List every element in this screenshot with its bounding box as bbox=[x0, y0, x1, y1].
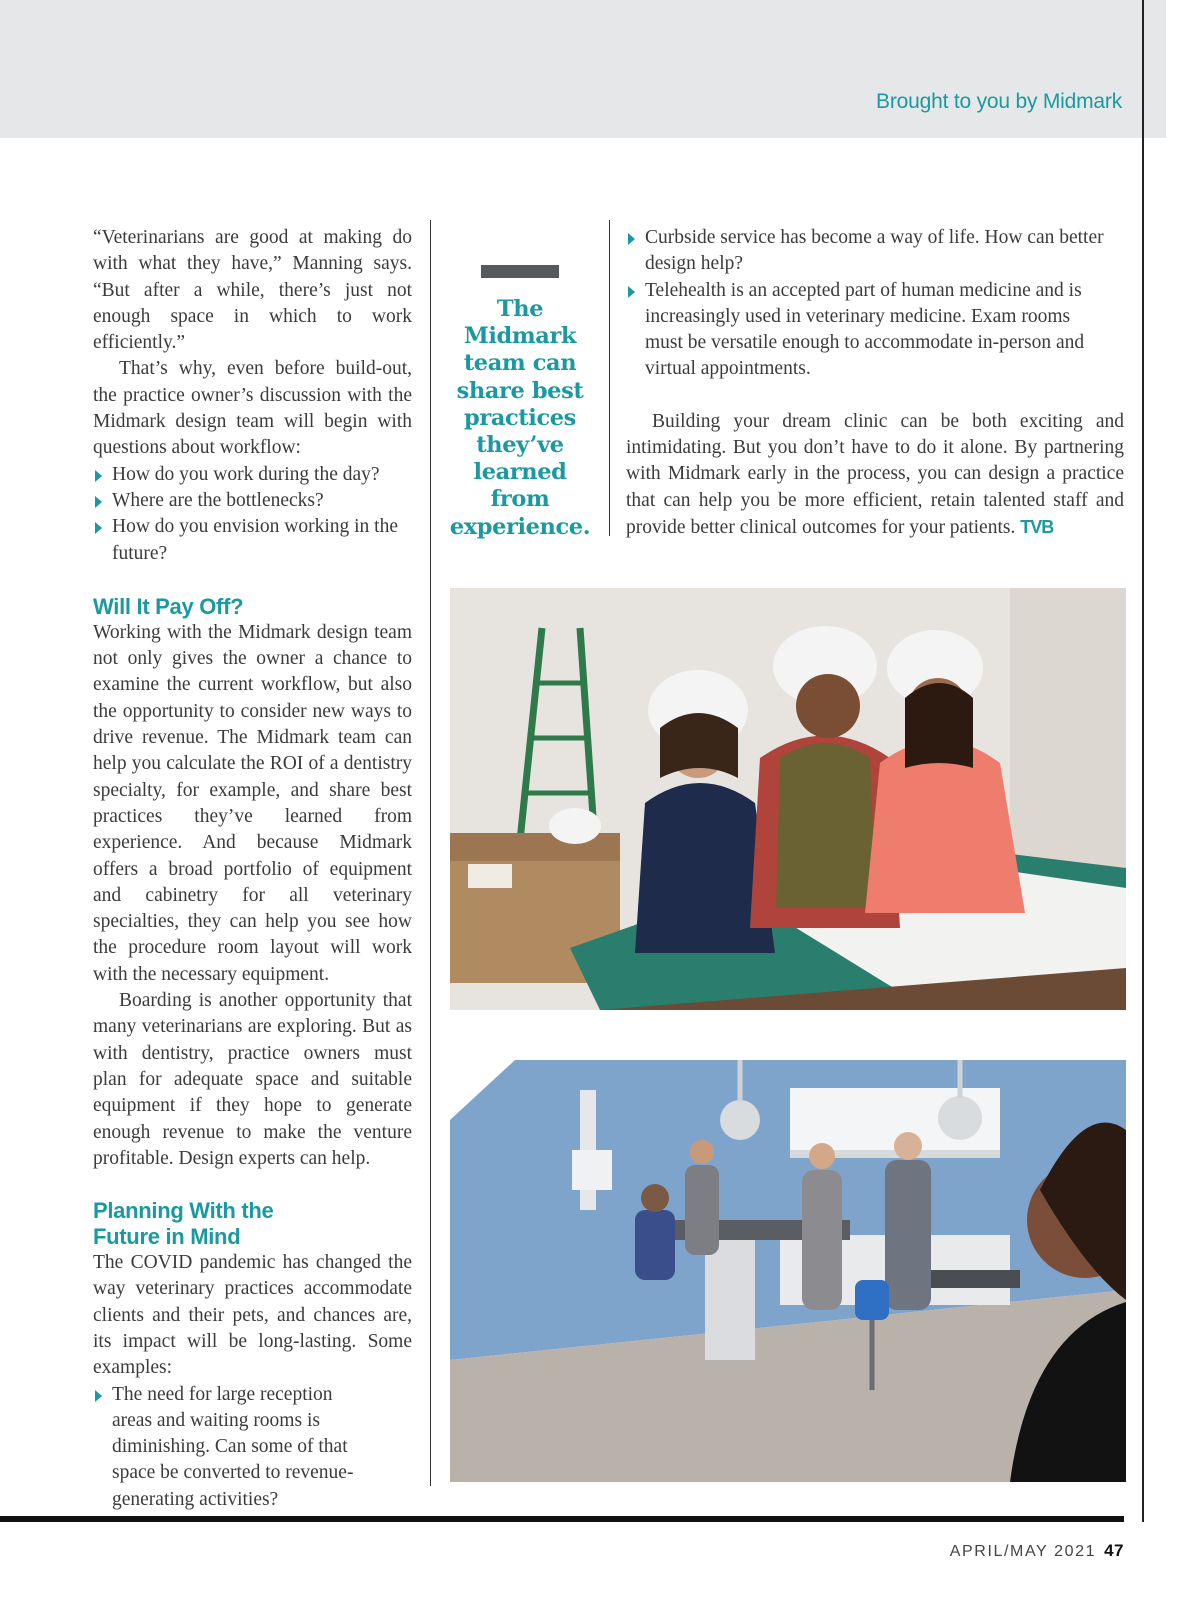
section1-paragraph-2: Boarding is another opportunity that many veterinarians are exploring. But as with dentistry, practice owners must plan for adequate space and suitable equipment if they hope to generate enough revenue to make the venture profitable. Design experts can help. bbox=[93, 990, 412, 1169]
covid-examples-list-continued bbox=[626, 225, 1124, 383]
section-heading-will-it-pay-off: Will It Pay Off? bbox=[93, 593, 244, 619]
section2-paragraph: The COVID pandemic has changed the way veterinary practices accommodate clients and their pets, and chances are, its impact will be long-lasting. Some examples: bbox=[93, 1252, 412, 1379]
issue-date: APRIL/MAY 2021 bbox=[949, 1543, 1097, 1560]
section-heading-planning: Planning With the Future in Mind bbox=[93, 1198, 274, 1250]
footer-rule bbox=[0, 1516, 1124, 1522]
photo-design-team-planning bbox=[450, 588, 1126, 1010]
sponsor-line: Brought to you by Midmark bbox=[876, 90, 1122, 113]
column-divider-left bbox=[430, 220, 431, 1486]
bullet-arrow-icon bbox=[95, 522, 102, 534]
column-divider-pullquote bbox=[609, 220, 610, 536]
left-column bbox=[93, 225, 412, 1513]
bullet-arrow-icon bbox=[628, 286, 635, 298]
page-number: 47 bbox=[1104, 1541, 1124, 1560]
covid-examples-list bbox=[93, 1382, 412, 1513]
pull-quote: The Midmark team can share best practices they’ve learned from experience. bbox=[449, 296, 591, 540]
pull-quote-bar bbox=[481, 265, 559, 278]
section1-paragraph-1: Working with the Midmark design team not only gives the owner a chance to examine the current workflow, but also the opportunity to consider new ways to drive revenue. The Midmark team can help you calculate the ROI of a dentistry specialty, for example, and share best practices they’ve learned from experience. And because Midmark offers a broad portfolio of equipment and cabinetry for all veterinary specialties, they can help you see how the procedure room layout will work with the necessary equipment. bbox=[93, 621, 412, 985]
intro-paragraph-quote: “Veterinarians are good at making do with what they have,” Manning says. “But after a while, there’s just not enough space in which to work efficiently.” bbox=[93, 227, 412, 354]
procedure-room-illustration bbox=[450, 1060, 1126, 1482]
list-item: Telehealth is an accepted part of human medicine and is increasingly used in veterinary medicine. Exam rooms must be versatile enough to accommodate in-person and virtual appointments. bbox=[626, 278, 1124, 383]
tvb-end-mark: TVB bbox=[1020, 516, 1054, 537]
photo-procedure-room bbox=[450, 1060, 1126, 1482]
bullet-arrow-icon bbox=[628, 233, 635, 245]
list-item: Curbside service has become a way of life. How can better design help? bbox=[626, 225, 1124, 278]
list-item: The need for large reception areas and waiting rooms is diminishing. Can some of that space be converted to revenue-generating activities? bbox=[93, 1382, 412, 1513]
list-item: How do you envision working in the future? bbox=[93, 514, 412, 567]
workflow-question-list bbox=[93, 462, 412, 567]
design-team-illustration bbox=[450, 588, 1126, 1010]
right-column bbox=[626, 225, 1124, 541]
bullet-arrow-icon bbox=[95, 1390, 102, 1402]
closing-paragraph: Building your dream clinic can be both exciting and intimidating. But you don’t have to do it alone. By partnering with Midmark early in the process, you can design a practice that can help you be more efficient, retain talented staff and provide better clinical outcomes for your patients. TVB bbox=[626, 410, 1124, 538]
header-band bbox=[0, 0, 1166, 138]
bullet-arrow-icon bbox=[95, 470, 102, 482]
bullet-arrow-icon bbox=[95, 496, 102, 508]
intro-paragraph-workflow: That’s why, even before build-out, the practice owner’s discussion with the Midmark design team will begin with questions about workflow: bbox=[93, 358, 412, 459]
list-item: How do you work during the day? bbox=[93, 462, 412, 488]
folio bbox=[950, 1541, 1124, 1561]
page-edge-rule bbox=[1142, 0, 1144, 1522]
list-item: Where are the bottlenecks? bbox=[93, 488, 412, 514]
